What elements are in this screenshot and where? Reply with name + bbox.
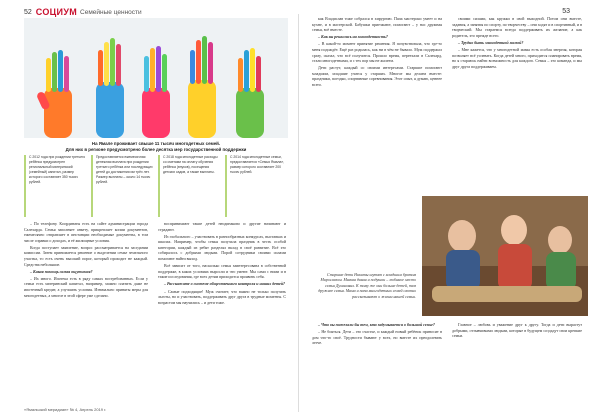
article-paragraph: – Самые подходящие! Муж считает, что важно не только получать льготы, но и участвовать, поддерживать друг друга в трудные моменты. С возрастом мы научились – и дети тоже. xyxy=(158,288,286,305)
article-column-5 xyxy=(312,322,442,347)
page-header xyxy=(24,6,142,18)
footer-publication: «Ямальский меридиан» № 4, Апрель 2019 г. xyxy=(24,407,107,412)
right-page xyxy=(302,0,600,420)
family-photo-illustration xyxy=(422,196,588,316)
fact-item: С 2014 года многодетные семьи, предоставляется «Семья Ямала», размер которого составляет 200 тысяч рублей. xyxy=(225,155,288,217)
subsection-title: Семейные ценности xyxy=(80,8,142,16)
page-number-right: 53 xyxy=(562,8,570,15)
article-paragraph: Главное – любовь и уважение друг к другу. Тогда и дети вырастут добрыми, отзывчивыми людьми, которые в будущем создадут свои крепкие семьи. xyxy=(452,322,582,339)
article-paragraph: как Владислав тоже собрался в хирургию. Папа мастерски умеет и на кухне, и в мастерской. Бабушки приезжают, помогают – у нас дружная семья, всё вместе. xyxy=(312,16,442,33)
interview-question: – Трудно быть многодетной мамой? xyxy=(458,39,524,45)
painted-hands-photo xyxy=(24,18,288,138)
article-paragraph: Всё зависит от того, насколько семья заинтересована в собственной поддержке, в каких условиях выросли и что умеют. Мы сами с ними и в такие исследования, где всех детям приходится проявить себя. xyxy=(158,263,286,280)
article-paragraph: Из глобального – участвовать в разнообразных конкурсах, выставках и школах. Например, чтобы семья получала праздник в честь особой категории, каждый из ребят разделял вклад в своё развитие. Всё это собиралось с добрыми людьми. Порой сотрудники своими силами помогают найти выход. xyxy=(158,233,286,262)
interview-question: – Как вы решились на многодетность? xyxy=(318,34,388,40)
photo-caption: Старшие дети Никиты шутят с младшим братом Мирославом. Мягкая диван и подушки – любимое место семьи Духановых. К тому же они больше детей, тем дружнее семья. Мама и папа многодетных семей охотно рассказывают о жизни нашей семьи. xyxy=(318,272,416,299)
facts-row xyxy=(24,155,288,217)
section-title: СОЦИУМ xyxy=(35,7,78,17)
article-paragraph: своими силами, как кружки в свой выходной. Потом они вместе, задания, а занятия по спорту, по творчеству – они ходят и в спортивный, и в творческий. Мы стараемся всегда поддерживать их желание, а как родитель, это прежде всего. xyxy=(452,16,582,38)
painted-hands-illustration xyxy=(24,18,288,138)
article-column-6 xyxy=(452,322,582,340)
left-page xyxy=(0,0,298,420)
interview-question: – Что вы пожелали бы тем, кто задумывается о большой семье? xyxy=(318,322,435,327)
infobox-title-line2: Для них в регионе предусмотрено более десятка мер государственной поддержки xyxy=(65,147,247,152)
article-paragraph: – Не бояться. Дети – это счастье, и каждый новый ребёнок приносит в дом что-то своё. Трудности бывают у всех, но вместе их преодолевать легче. xyxy=(312,329,442,346)
article-paragraph: – В какой-то момент принятие решения. Я почувствовала, что где-то меня подождёт. Ещё раз родилась, как ни в чём не бывало. Муж поддержал сразу, сказал, что всё получится. Прошло время, переехали в Салехард, стали многодетными, и с тех пор мы не жалеем. xyxy=(312,41,442,64)
infobox-title xyxy=(24,141,288,153)
article-paragraph: – По телефону. Координаты есть на сайте администрации города Салехарда. Семья заполняет анкету, прикрепляет копии документов, ежемесячно отправляет в инстанции необходимые документы, в том числе справки о доходах, и её жилищные условия. xyxy=(24,221,148,243)
article-column-2 xyxy=(158,221,286,307)
article-paragraph: Когда поступает заявление, вопрос рассматривается на заседании комиссии. Затем принимается решение о выделении семье земельного участка, то есть очень высокий порог, который проходит не каждый. Средства небольшие. xyxy=(24,244,148,267)
fact-item: Предоставляется ежемесячная денежная выплата при рождении третьего ребёнка или последующих детей до достижения им трёх лет. Размер выплаты – около 14 тысяч рублей. xyxy=(91,155,154,217)
page-gutter xyxy=(298,14,299,412)
fact-item: С 2018 года многодетные расходы со сметами на оплату обучения ребёнка (внуков), посещения детских садов, а также выплаты. xyxy=(158,155,221,217)
article-column-4 xyxy=(452,16,582,71)
article-paragraph: Дети растут, каждый со своими интересами. Старшие помогают младшим, младшие учатся у старших. Многое мы делаем вместе: праздники, поездки, спортивные соревнования. Этот опыт, я думаю, ценнее всего. xyxy=(312,65,442,88)
article-paragraph: – Мне кажется, что у многодетной мамы есть особая энергия, которая позволяет всё успевать. Когда детей много, приходится планировать время, но я стараюсь найти возможность для каждого. Семья – это команда, и мы друг друга поддерживаем. xyxy=(452,46,582,69)
infobox-title-line1: На Ямале проживает свыше 11 тысяч многодетных семей. xyxy=(91,141,221,146)
article-column-3 xyxy=(312,16,442,89)
article-paragraph: – Их много. Ипотека есть в ряду самых востребованных. Если у семьи есть материнский капитал, например, можно платить даже не ипотечный кредит, а улучшать условия. Изначально приняты меры для многодетных, а многое в этой сфере уже сделано. xyxy=(24,275,148,298)
family-photo xyxy=(422,196,588,316)
article-paragraph: воспринимают такие детей неодинаково и другие начинают и страдают. xyxy=(158,221,286,232)
page-number-left: 52 xyxy=(24,8,32,16)
fact-item: С 2012 года при рождении третьего ребёнка предусмотрен региональный материнский (семейный) капитал, размер которого составляет 350 тысяч рублей. xyxy=(24,155,87,217)
article-column-1 xyxy=(24,221,148,300)
interview-question: – Какая помощь самая ощутимая? xyxy=(30,268,93,274)
interview-question: – Расскажите о системе общественного контроля и наших детей? xyxy=(164,281,286,287)
